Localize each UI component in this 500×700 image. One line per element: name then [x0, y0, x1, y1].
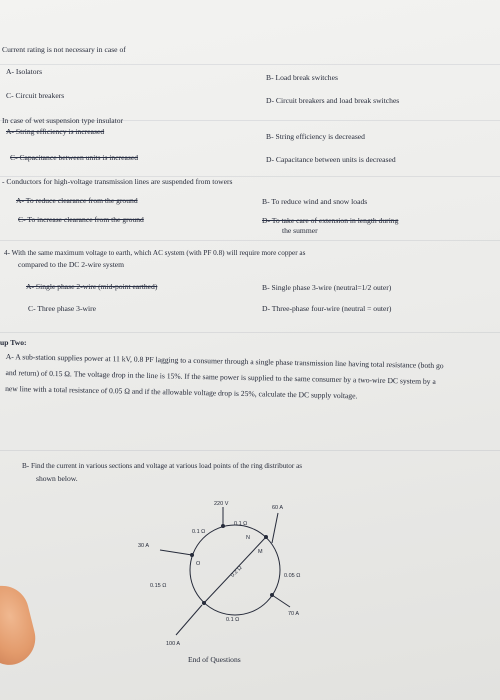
q3-option-c: C- To increase clearance from the ground [18, 215, 144, 224]
q1-option-b: B- Load break switches [266, 73, 338, 82]
resistance-top-left-label: 0.1 Ω [192, 529, 206, 535]
q2-option-b: B- String efficiency is decreased [266, 132, 365, 141]
resistance-right-label: 0.05 Ω [284, 573, 301, 579]
q4-stem-line2: compared to the DC 2-wire system [18, 260, 125, 269]
q1-option-a: A- Isolators [6, 67, 43, 76]
q4-option-b: B- Single phase 3-wire (neutral=1/2 outer) [262, 283, 392, 292]
load-left-line [160, 550, 192, 555]
q2-stem: In case of wet suspension type insulator [2, 116, 124, 125]
node-m-label: M [258, 549, 263, 555]
q3-option-d-line2: the summer [282, 226, 318, 235]
q2-option-a: A- String efficiency is increased [6, 127, 105, 136]
resistance-bottom-label: 0.1 Ω [226, 617, 240, 623]
thumb-photo-detail [0, 580, 41, 670]
q2-option-d: D- Capacitance between units is decreased [266, 155, 396, 164]
load-top-right-label: 60 A [272, 505, 284, 511]
q1-option-c: C- Circuit breakers [6, 91, 65, 100]
group2-heading: up Two: [0, 338, 27, 347]
end-of-questions: End of Questions [188, 655, 241, 664]
q1-stem: Current rating is not necessary in case of [2, 45, 126, 54]
group2-part-a: A- A sub-station supplies power at 11 kV, 0.8 PF lagging to a consumer through a single phase transmission line having total resistance (both go and return) of 0.15 Ω. The voltage drop in the line is 15%. If the same power is supplied to the same consumer by a two-wire DC system by a new line with a total resistance of 0.05 Ω and if the allowable voltage drop is 25%, calculate the DC supply voltage. [5, 351, 444, 401]
group2-part-b-line2: shown below. [36, 474, 78, 483]
ring-distributor-diagram [130, 495, 330, 655]
node-n-label: N [246, 535, 250, 541]
node-m [264, 535, 268, 539]
node-supply [221, 524, 225, 528]
load-bottom-label: 100 A [166, 641, 181, 647]
load-left-label: 30 A [138, 543, 150, 549]
load-right-label: 70 A [288, 611, 300, 617]
q3-stem: - Conductors for high-voltage transmission lines are suspended from towers [2, 177, 233, 186]
node-o-label: O [196, 561, 201, 567]
q4-option-d: D- Three-phase four-wire (neutral = outer) [262, 304, 392, 313]
load-top-right-line [272, 513, 278, 543]
q2-option-c: C- Capacitance between units is increased [10, 153, 138, 162]
group2-part-b-line1: B- Find the current in various sections and voltage at various load points of the ring distributor as [22, 462, 303, 470]
interconnector-resistance-label: 0.2 Ω [229, 565, 244, 579]
node-o [190, 553, 194, 557]
supply-voltage-label: 220 V [214, 501, 229, 507]
resistance-left-label: 0.15 Ω [150, 583, 167, 589]
node-bottom [202, 601, 206, 605]
node-right [270, 593, 274, 597]
q4-stem-line1: 4- With the same maximum voltage to earth, which AC system (with PF 0.8) will require more copper as [4, 249, 306, 257]
q3-option-d-line1: D- To take care of extension in length during [262, 216, 399, 225]
q4-option-c: C- Three phase 3-wire [28, 304, 96, 313]
resistance-top-right-label: 0.1 Ω [234, 521, 248, 527]
q3-option-b: B- To reduce wind and snow loads [262, 197, 368, 206]
q3-option-a: A- To reduce clearance from the ground [16, 196, 138, 205]
load-right-line [272, 595, 290, 607]
q1-option-d: D- Circuit breakers and load break switches [266, 96, 400, 105]
q4-option-a: A- Single phase 2-wire (mid-point earthed) [26, 282, 158, 291]
load-bottom-line [176, 605, 202, 635]
